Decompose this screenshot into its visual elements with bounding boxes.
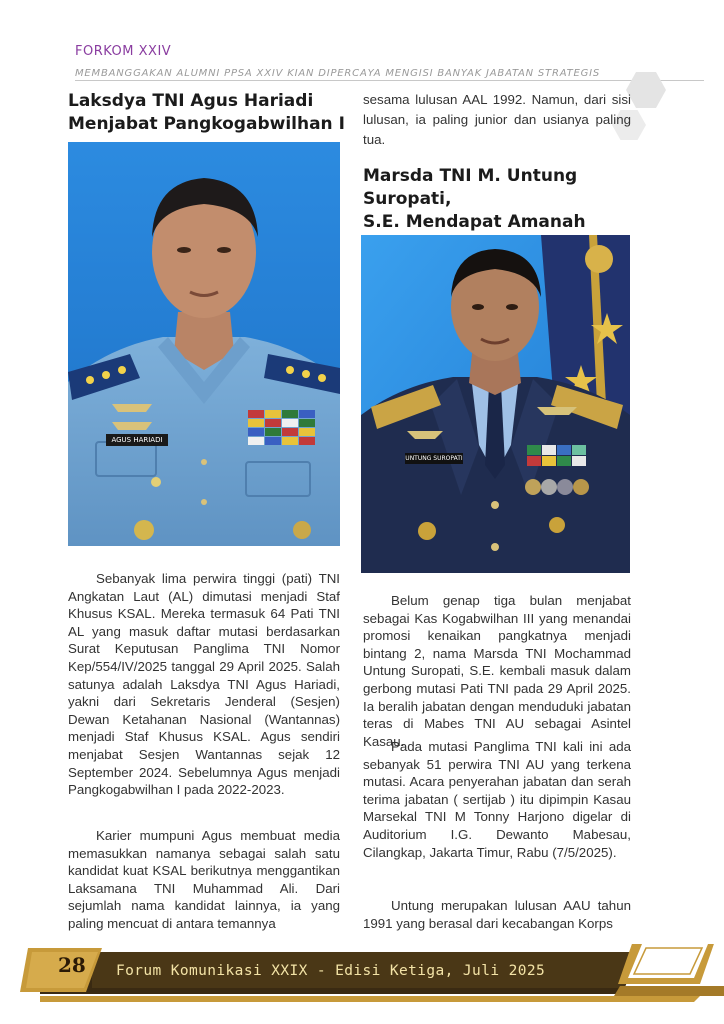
right-paragraph: Belum genap tiga bulan menjabat sebagai Kas Kogabwilhan III yang menandai promosi kenaikan pangkatnya menjadi bintang 2, nama Marsda TNI Mochammad Untung Suropati, S.E. kembali masuk dalam gerbong mutasi Pati TNI pada 29 April 2025. Ia beralih jabatan dengan menduduki jabatan teras di Mabes TNI AU sebagai Asintel Kasau. — [363, 593, 631, 749]
heading-line: Laksdya TNI Agus Hariadi — [68, 91, 314, 111]
left-paragraph: Karier mumpuni Agus membuat media memasukkan namanya sebagai salah satu kandidat kuat KSAL berikutnya menggantikan Laksamana TNI Muhammad Ali. Dari sejumlah nama kandidat lainnya, ia yang paling mencuat di antara temannya — [68, 828, 340, 931]
header-rule — [75, 80, 704, 81]
header-subtitle: MEMBANGGAKAN ALUMNI PPSA XXIV KIAN DIPERCAYA MENGISI BANYAK JABATAN STRATEGIS — [75, 68, 601, 79]
left-article-heading — [68, 90, 348, 136]
section-label: FORKOM XXIV — [75, 44, 172, 59]
hexagon-decoration — [626, 72, 666, 108]
untung-suropati-photo — [361, 235, 630, 573]
heading-line: Marsda TNI M. Untung Suropati, — [363, 166, 578, 209]
name-tag: AGUS HARIADI — [106, 434, 168, 446]
left-paragraph: Sebanyak lima perwira tinggi (pati) TNI Angkatan Laut (AL) dimutasi menjadi Staf Khusus KSAL. Mereka termasuk 64 Pati TNI AL yang masuk daftar mutasi berdasarkan Surat Keputusan Panglima TNI Nomor Kep/554/IV/2025 tanggal 29 April 2025. Salah satunya adalah Laksdya TNI Agus Hariadi, yakni dari Sekretaris Jenderal (Sesjen) Dewan Ketahanan Nasional (Wantannas) menjadi Staf Khusus KSAL. Agus sendiri menjabat Sesjen Wantannas sejak 12 September 2024. Sebelumnya Agus menjadi Pangkogabwilhan I pada 2022-2023. — [68, 571, 340, 798]
name-tag: UNTUNG SUROPATI — [405, 455, 463, 462]
right-paragraph: Untung merupakan lulusan AAU tahun 1991 yang berasal dari kecabangan Korps — [363, 898, 631, 931]
page-number: 28 — [58, 953, 86, 977]
publication-title: Forum Komunikasi XXIX - Edisi Ketiga, Juli 2025 — [116, 963, 546, 979]
heading-line: Menjabat Pangkogabwilhan I — [68, 114, 345, 134]
agus-hariadi-photo — [68, 142, 340, 546]
heading-line: S.E. Mendapat Amanah — [363, 212, 586, 232]
footer-band — [0, 944, 724, 1024]
right-continuation-paragraph: sesama lulusan AAL 1992. Namun, dari sisi lulusan, ia paling junior dan usianya paling tua. — [363, 92, 631, 147]
right-paragraph: Pada mutasi Panglima TNI kali ini ada sebanyak 51 perwira TNI AU yang terkena mutasi. Acara penyerahan jabatan dan serah terima jabatan ( sertijab ) itu dipimpin Kasau Marsekal TNI M Tonny Harjono digelar di Auditorium I.G. Dewanto Mabesau, Cilangkap, Jakarta Timur, Rabu (7/5/2025). — [363, 739, 631, 860]
